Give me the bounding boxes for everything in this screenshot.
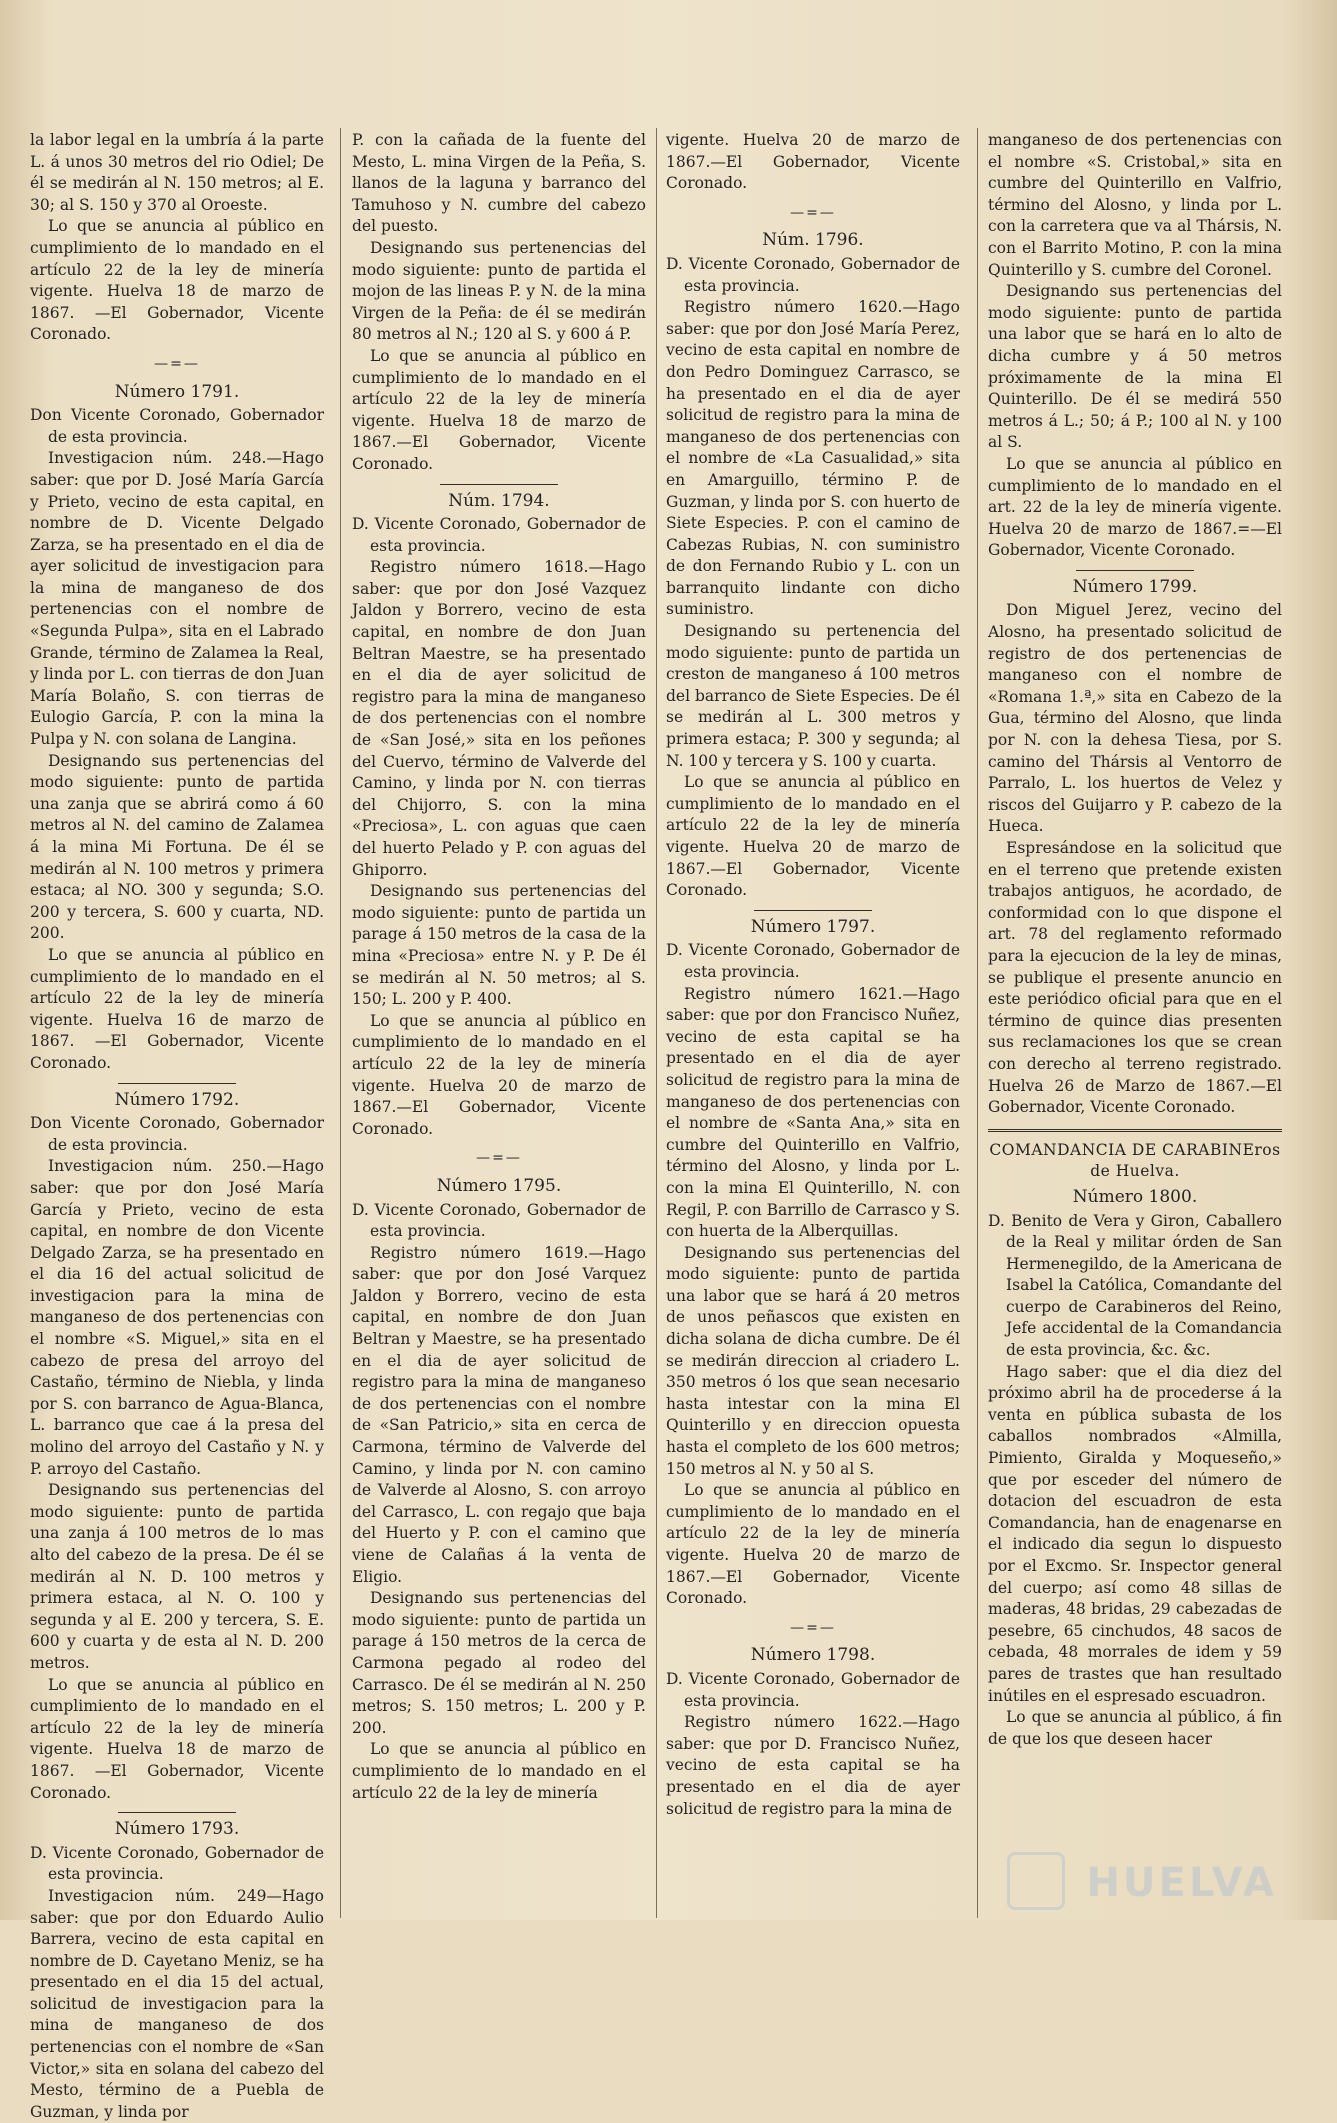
notice-heading: D. Vicente Coronado, Gobernador de esta provincia. [666, 1669, 960, 1710]
notice-number: Número 1798. [750, 1645, 876, 1666]
notice-number: Número 1800. [1072, 1186, 1198, 1207]
notice-heading: D. Vicente Coronado, Gobernador de esta provincia. [666, 941, 960, 981]
notice-heading: Don Vicente Coronado, Gobernador de esta provincia. [30, 1114, 324, 1154]
column-rule [340, 128, 341, 1918]
notice-number: Número 1793. [114, 1819, 240, 1840]
paragraph: Registro número 1618.—Hago saber: que por don José Vazquez Jaldon y Borrero, vecino de esta capital, en nombre de don Juan Beltran Maestre, se ha presentado en el dia de ayer solicitud de registro para la mina de manganeso de dos pertenencias con el nombre de «San José,» sita en los peñones del Cuervo, término de Valverde del Camino, y linda por N. con tierras del Chijorro, S. con la mina «Preciosa», L. con aguas que caen del huerto Pelado y P. con aguas del Ghiporro. [352, 558, 646, 879]
watermark: HUELVA [1086, 1860, 1277, 1906]
paragraph: Investigacion núm. 248.—Hago saber: que por D. José María García y Prieto, vecino de esta capital, en nombre de D. Vicente Delgado Zarza, se ha presentado en el dia de ayer solicitud de investigacion para la mina de manganeso de dos pertenencias con el nombre de «Segunda Pulpa», sita en el Labrado Grande, término de Zalamea la Real, y linda por L. con tierras de don Juan María Bolaño, S. con tierras de Eulogio García, P. con la mina la Pulpa y N. con solana de Langina. [30, 449, 324, 749]
paragraph: Lo que se anuncia al público en cumplimiento de lo mandado en el artículo 22 de la ley de minería vigente. Huelva 16 de marzo de 1867. —El Gobernador, Vicente Coronado. [30, 945, 324, 1072]
separator: —=— [476, 1150, 522, 1167]
paragraph: Designando sus pertenencias del modo siguiente: punto de partida una zanja que se abrirá como á 60 metros al N. del camino de Zalamea á la mina Mi Fortuna. De él se medirán al N. 100 metros y primera estaca; al NO. 300 y segunda; S.O. 200 y tercera, S. 600 y cuarta, ND. 200. [30, 751, 324, 943]
column-rule [656, 128, 657, 1918]
section-title: COMANDANCIA DE CARABINEros de Huelva. [989, 1140, 1281, 1181]
paragraph: Designando sus pertenencias del modo siguiente: punto de partida el mojon de las lineas P. y N. de la mina Virgen de la Peña: de él se medirán 80 metros al N.; 120 al S. y 600 á P. [352, 238, 646, 344]
notice-heading: D. Vicente Coronado, Gobernador de esta provincia. [30, 1843, 324, 1884]
section-divider [988, 1129, 1282, 1132]
paragraph: Espresándose en la solicitud que en el terreno que pretende existen trabajos antiguos, he acordado, de conformidad con lo que dispone el art. 78 del reglamento reformado para la ejecucion de la ley de minas, se publique el presente anuncio en este periódico oficial para que en el término de quince dias presenten sus reclamaciones los que se crean con derecho al terreno registrado. Huelva 26 de Marzo de 1867.—El Gobernador, Vicente Coronado. [988, 839, 1282, 1117]
notice-number: Núm. 1796. [762, 230, 864, 251]
column-2 [352, 130, 646, 1910]
paragraph: Lo que se anuncia al público en cumplimiento de lo mandado en el artículo 22 de la ley de minería vigente. Huelva 18 de marzo de 1867. —El Gobernador, Vicente Coronado. [30, 1675, 324, 1802]
paragraph: Designando su pertenencia del modo siguiente: punto de partida un creston de manganeso á 100 metros del barranco de Siete Especies. De él se medirán al L. 300 metros y primera estaca; P. 300 y segunda; al N. 100 y tercera y S. 100 y cuarta. [666, 622, 960, 770]
notice-number: Número 1797. [750, 916, 876, 937]
paragraph: manganeso de dos pertenencias con el nombre «S. Cristobal,» sita en cumbre del Quinterillo en Valfrio, término del Alosno, y linda por L. con la carretera que va al Thársis, N. con el Barrito Motino, P. con la mina Quinterillo y S. cumbre del Coronel. [988, 131, 1282, 279]
paragraph: Registro número 1621.—Hago saber: que por don Francisco Nuñez, vecino de esta capital se ha presentado en el dia de ayer solicitud de registro para la mina de manganeso de dos pertenencias con el nombre de «Santa Ana,» sita en cumbre del Quinterillo en Valfrio, término del Alosno, y linda por L. con la mina El Quinterillo, N. con Regil, P. con Barrillo de Carrasco y S. con huerta de la Alberquillas. [666, 984, 960, 1241]
divider [754, 910, 872, 911]
divider [118, 1812, 236, 1813]
notice-number: Número 1795. [436, 1175, 562, 1196]
paragraph: Lo que se anuncia al público en cumplimiento de lo mandado en el art. 22 de la ley de minería vigente. Huelva 20 de marzo de 1867.=—El Gobernador, Vicente Coronado. [988, 454, 1282, 560]
notice-heading: D. Benito de Vera y Giron, Caballero de la Real y militar órden de San Hermenegildo, de la Americana de Isabel la Católica, Comandante del cuerpo de Carabineros del Reino, Jefe accidental de la Comandancia de esta provincia, &c. &c. [988, 1211, 1282, 1360]
paragraph: Hago saber: que el dia diez del próximo abril ha de procederse á la venta en pública subasta de los caballos nombrados «Almilla, Pimiento, Giralda y Moqueseño,» que por esceder del número de dotacion del escuadron de esta Comandancia, han de enagenarse en el indicado dia segun lo dispuesto por el Excmo. Sr. Inspector general del cuerpo; así como 48 sillas de maderas, 48 bridas, 29 cabezadas de pesebre, 65 cinchudos, 48 sacos de cebada, 48 morrales de idem y 59 pares de trastes que han resultado inútiles en el espresado escuadron. [988, 1362, 1282, 1705]
paragraph: P. con la cañada de la fuente del Mesto, L. mina Virgen de la Peña, S. llanos de la laguna y barranco del Tamuhoso y N. cumbre del cabezo del puesto. [352, 131, 646, 236]
paragraph: Designando sus pertenencias del modo siguiente: punto de partida un parage á 150 metros de la cerca de Carmona pegado al rodeo del Carrasco. De él se medirán al N. 250 metros; S. 150 metros; L. 200 y P. 200. [352, 1589, 646, 1737]
paragraph: Designando sus pertenencias del modo siguiente: punto de partida una zanja á 100 metros de lo mas alto del cabezo de la presa. De él se medirán al N. D. 100 metros y primera estaca, al N. O. 100 y segunda y al E. 200 y tercera, S. E. 600 y cuarta y de esta al N. D. 200 metros. [30, 1481, 324, 1672]
separator: —=— [790, 1619, 836, 1636]
separator: —=— [154, 355, 200, 372]
notice-number: Núm. 1794. [448, 490, 550, 511]
separator: —=— [790, 204, 836, 221]
paragraph: Lo que se anuncia al público en cumplimiento de lo mandado en el artículo 22 de la ley de minería vigente. Huelva 20 de marzo de 1867.—El Gobernador, Vicente Coronado. [666, 1481, 960, 1608]
paragraph: la labor legal en la umbría á la parte L. á unos 30 metros del rio Odiel; De él se medirán al N. 150 metros; al E. 30; al S. 150 y 370 al Oroeste. [30, 131, 324, 214]
paragraph: Don Miguel Jerez, vecino del Alosno, ha presentado solicitud de registro de dos pertenencias de manganeso con el nombre de «Romana 1.ª,» sita en Cabezo de la Gua, término del Alosno, que linda por N. con la dehesa Tiesa, por S. camino del Thársis al Ventorro de Parralo, L. los huertos de Velez y riscos del Guijarro y P. cabezo de la Hueca. [988, 601, 1282, 836]
column-rule [977, 128, 978, 1918]
paragraph: Lo que se anuncia al público en cumplimiento de lo mandado en el artículo 22 de la ley de minería vigente. Huelva 18 de marzo de 1867. —El Gobernador, Vicente Coronado. [30, 217, 324, 344]
watermark-seal-icon [1007, 1852, 1065, 1910]
paragraph: Lo que se anuncia al público en cumplimiento de lo mandado en el artículo 22 de la ley de minería vigente. Huelva 20 de marzo de 1867.—El Gobernador, Vicente Coronado. [352, 1011, 646, 1138]
divider [118, 1083, 236, 1084]
column-3 [666, 130, 960, 1910]
notice-number: Número 1792. [114, 1089, 240, 1110]
paragraph: Registro número 1619.—Hago saber: que por don José Varquez Jaldon y Borrero, vecino de esta capital, en nombre de don Juan Beltran y Maestre, se ha presentado en el dia de ayer solicitud de registro para la mina de manganeso de dos pertenencias con el nombre de «San Patricio,» sita en cerca de Carmona, término de Valverde del Camino, y linda por N. con camino de Valverde al Alosno, S. con arroyo del Carrasco, L. con regajo que baja del Huerto y P. con el camino que viene de Calañas á la venta de Eligio. [352, 1243, 646, 1586]
paragraph: vigente. Huelva 20 de marzo de 1867.—El Gobernador, Vicente Coronado. [666, 131, 960, 193]
paragraph: Designando sus pertenencias del modo siguiente: punto de partida una labor que se hará en lo alto de dicha cumbre y á 50 metros próximamente de la mina El Quinterillo. De él se medirá 550 metros á L.; 50; á P.; 100 al N. y 100 al S. [988, 282, 1282, 452]
paragraph: Designando sus pertenencias del modo siguiente: punto de partida una labor que se hará á 20 metros de unos peñascos que existen en dicha solana de dicha cumbre. De él se medirán direccion al criadero L. 350 metros ó los que sean necesario hasta intestar con la mina El Quinterillo y en direccion opuesta hasta el completo de los 600 metros; 150 metros al N. y 50 al S. [666, 1243, 960, 1478]
divider [440, 484, 558, 485]
paragraph: Lo que se anuncia al público en cumplimiento de lo mandado en el artículo 22 de la ley de minería vigente. Huelva 18 de marzo de 1867.—El Gobernador, Vicente Coronado. [352, 346, 646, 473]
paragraph: Registro número 1622.—Hago saber: que por D. Francisco Nuñez, vecino de esta capital se ha presentado en el dia de ayer solicitud de registro para la mina de [666, 1713, 960, 1818]
notice-heading: D. Vicente Coronado, Gobernador de esta provincia. [352, 515, 646, 555]
paragraph: Lo que se anuncia al público en cumplimiento de lo mandado en el artículo 22 de la ley de minería [352, 1740, 646, 1802]
paragraph: Registro número 1620.—Hago saber: que por don José María Perez, vecino de esta capital en nombre de don Pedro Dominguez Carrasco, se ha presentado en el dia de ayer solicitud de registro para la mina de manganeso de dos pertenencias con el nombre de «La Casualidad,» sita en Amarguillo, término P. de Guzman, y linda por S. con huerto de Siete Especies. P. con el camino de Cabezas Rubias, N. con suministro de don Fernando Rubio y L. con un barranquito lindante con dicho suministro. [666, 298, 960, 619]
notice-number: Número 1791. [114, 381, 240, 402]
paragraph: Investigacion núm. 249—Hago saber: que por don Eduardo Aulio Barrera, vecino de esta capital en nombre de D. Cayetano Meniz, se ha presentado en el dia 15 del actual, solicitud de investigacion para la mina de manganeso de dos pertenencias con el nombre de «San Victor,» sita en solana del cabezo del Mesto, término de a Puebla de Guzman, y linda por [30, 1886, 324, 2121]
notice-number: Número 1799. [1072, 576, 1198, 597]
notice-heading: Don Vicente Coronado, Gobernador de esta provincia. [30, 406, 324, 446]
divider [1076, 570, 1194, 571]
column-1 [30, 130, 324, 2121]
notice-heading: D. Vicente Coronado, Gobernador de esta provincia. [666, 254, 960, 295]
paragraph: Lo que se anuncia al público, á fin de que los que deseen hacer [988, 1708, 1282, 1748]
paragraph: Designando sus pertenencias del modo siguiente: punto de partida un parage á 150 metros de la casa de la mina «Preciosa» entre N. y P. De él se medirán al N. 50 metros; al S. 150; L. 200 y P. 400. [352, 882, 646, 1009]
notice-heading: D. Vicente Coronado, Gobernador de esta provincia. [352, 1200, 646, 1241]
paragraph: Investigacion núm. 250.—Hago saber: que por don José María García y Prieto, vecino de esta capital, en nombre de don Vicente Delgado Zarza, se ha presentado en el dia 16 del actual solicitud de investigacion para la mina de manganeso de dos pertenencias con el nombre «S. Miguel,» sita en el cabezo de presa del arroyo del Castaño, término de Niebla, y linda por S. con barranco de Agua-Blanca, L. barranco que cae á la presa del molino del arroyo del Castaño y N. y P. arroyo del Castaño. [30, 1157, 324, 1478]
paragraph: Lo que se anuncia al público en cumplimiento de lo mandado en el artículo 22 de la ley de minería vigente. Huelva 20 de marzo de 1867.—El Gobernador, Vicente Coronado. [666, 773, 960, 900]
column-4 [988, 130, 1282, 1910]
